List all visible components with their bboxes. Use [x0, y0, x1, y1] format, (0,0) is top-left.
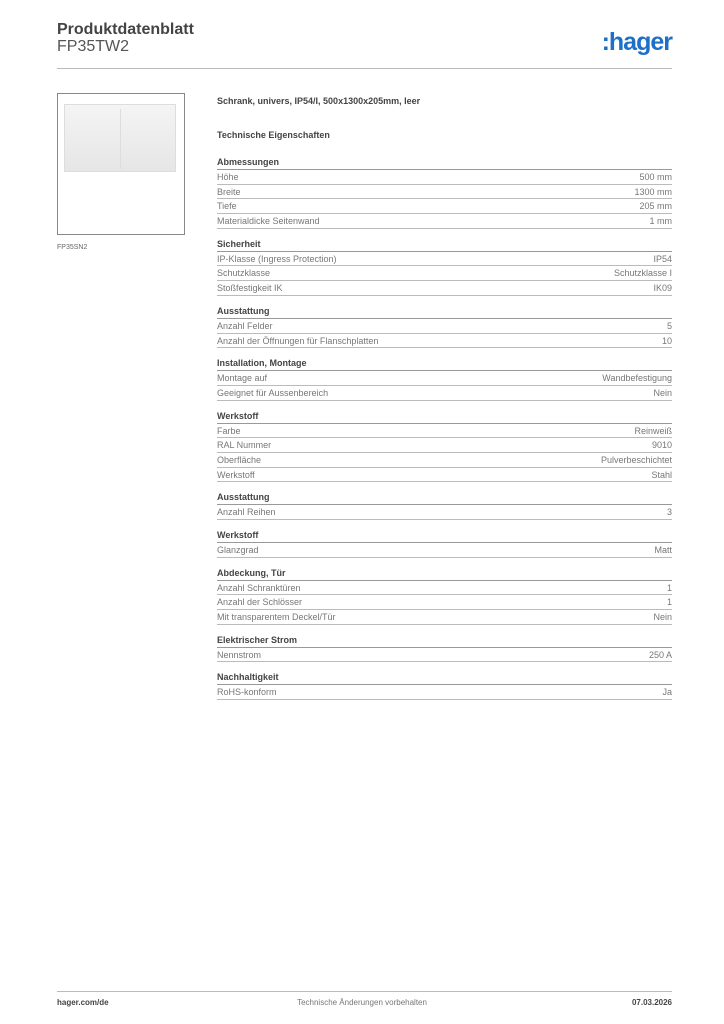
- spec-value: 250 A: [648, 649, 672, 660]
- spec-row: [217, 543, 672, 558]
- spec-section: [217, 671, 672, 700]
- spec-section: [217, 156, 672, 229]
- spec-section: [217, 305, 672, 348]
- spec-row: [217, 199, 672, 214]
- spec-row: [217, 468, 672, 483]
- spec-section: [217, 410, 672, 483]
- spec-row: [217, 438, 672, 453]
- spec-value: 500 mm: [639, 172, 672, 182]
- spec-row: [217, 386, 672, 401]
- spec-row: [217, 266, 672, 281]
- section-heading: Abmessungen: [217, 156, 672, 170]
- footer-divider: [57, 991, 672, 992]
- spec-label: Anzahl Felder: [217, 320, 273, 331]
- section-heading: Ausstattung: [217, 491, 672, 505]
- product-code: FP35TW2: [57, 38, 130, 55]
- spec-row: [217, 334, 672, 349]
- spec-value: Ja: [662, 687, 672, 698]
- spec-content: [217, 96, 672, 709]
- spec-section: [217, 529, 672, 558]
- spec-value: Stahl: [651, 469, 672, 480]
- spec-label: RoHS-konform: [217, 687, 277, 698]
- spec-label: Schutzklasse: [217, 268, 271, 279]
- spec-value: Nein: [653, 612, 672, 623]
- spec-section: [217, 567, 672, 625]
- spec-row: [217, 685, 672, 700]
- spec-row: [217, 371, 672, 386]
- spec-value: 1 mm: [649, 216, 672, 227]
- spec-row: [217, 281, 672, 296]
- footer-website[interactable]: hager.com/de: [57, 998, 109, 1007]
- spec-value: 1300 mm: [634, 186, 672, 197]
- spec-value: 1: [666, 597, 672, 608]
- spec-row: [217, 610, 672, 625]
- spec-label: Anzahl der Öffnungen für Flanschplatten: [217, 335, 379, 346]
- spec-section: [217, 238, 672, 296]
- spec-label: Mit transparentem Deckel/Tür: [217, 612, 336, 623]
- spec-row: [217, 252, 672, 267]
- spec-label: Glanzgrad: [217, 545, 259, 555]
- spec-label: Anzahl der Schlösser: [217, 597, 303, 608]
- spec-label: IP-Klasse (Ingress Protection): [217, 253, 337, 264]
- spec-label: Montage auf: [217, 373, 268, 384]
- spec-value: 1: [666, 582, 672, 593]
- spec-label: Farbe: [217, 425, 241, 436]
- section-heading: Nachhaltigkeit: [217, 671, 672, 685]
- spec-label: Anzahl Schranktüren: [217, 582, 301, 593]
- footer-date: 07.03.2026: [631, 998, 672, 1007]
- spec-row: [217, 214, 672, 229]
- tech-heading: Technische Eigenschaften: [217, 130, 330, 140]
- hager-logo: :hager: [601, 28, 672, 56]
- image-caption: FP35SN2: [57, 244, 88, 251]
- spec-label: Anzahl Reihen: [217, 507, 276, 518]
- spec-value: 9010: [651, 440, 672, 451]
- spec-value: Schutzklasse I: [613, 268, 672, 279]
- spec-value: Pulverbeschichtet: [600, 454, 672, 465]
- spec-value: Wandbefestigung: [602, 373, 672, 384]
- spec-label: Höhe: [217, 172, 239, 182]
- spec-label: Geeignet für Aussenbereich: [217, 387, 329, 398]
- spec-value: 3: [666, 507, 672, 518]
- footer-note: Technische Änderungen vorbehalten: [297, 998, 427, 1007]
- section-heading: Werkstoff: [217, 410, 672, 424]
- spec-row: [217, 453, 672, 468]
- section-heading: Abdeckung, Tür: [217, 567, 672, 581]
- spec-value: Reinweiß: [634, 425, 672, 436]
- spec-row: [217, 595, 672, 610]
- product-image: [57, 93, 185, 235]
- spec-label: Materialdicke Seitenwand: [217, 216, 320, 227]
- spec-label: RAL Nummer: [217, 440, 272, 451]
- spec-section: [217, 357, 672, 400]
- spec-value: Matt: [654, 545, 672, 555]
- product-description: Schrank, univers, IP54/I, 500x1300x205mm, leer: [217, 96, 421, 106]
- spec-row: [217, 170, 672, 185]
- spec-row: [217, 505, 672, 520]
- spec-sections: [217, 156, 672, 700]
- section-heading: Elektrischer Strom: [217, 634, 672, 648]
- section-heading: Werkstoff: [217, 529, 672, 543]
- section-heading: Sicherheit: [217, 238, 672, 252]
- spec-label: Nennstrom: [217, 649, 262, 660]
- spec-label: Oberfläche: [217, 454, 262, 465]
- spec-value: 5: [666, 320, 672, 331]
- spec-section: [217, 491, 672, 520]
- spec-row: [217, 185, 672, 200]
- spec-row: [217, 424, 672, 439]
- section-heading: Ausstattung: [217, 305, 672, 319]
- spec-value: IP54: [653, 253, 672, 264]
- spec-label: Tiefe: [217, 201, 237, 212]
- page-title: Produktdatenblatt: [57, 21, 194, 38]
- cabinet-illustration: [64, 104, 176, 172]
- spec-row: [217, 648, 672, 663]
- spec-value: IK09: [653, 283, 672, 294]
- spec-label: Breite: [217, 186, 241, 197]
- header-divider: [57, 68, 672, 69]
- spec-label: Werkstoff: [217, 469, 255, 480]
- spec-value: Nein: [653, 387, 672, 398]
- spec-row: [217, 319, 672, 334]
- section-heading: Installation, Montage: [217, 357, 672, 371]
- spec-label: Stoßfestigkeit IK: [217, 283, 283, 294]
- spec-section: [217, 634, 672, 663]
- spec-value: 205 mm: [639, 201, 672, 212]
- spec-value: 10: [661, 335, 672, 346]
- spec-row: [217, 581, 672, 596]
